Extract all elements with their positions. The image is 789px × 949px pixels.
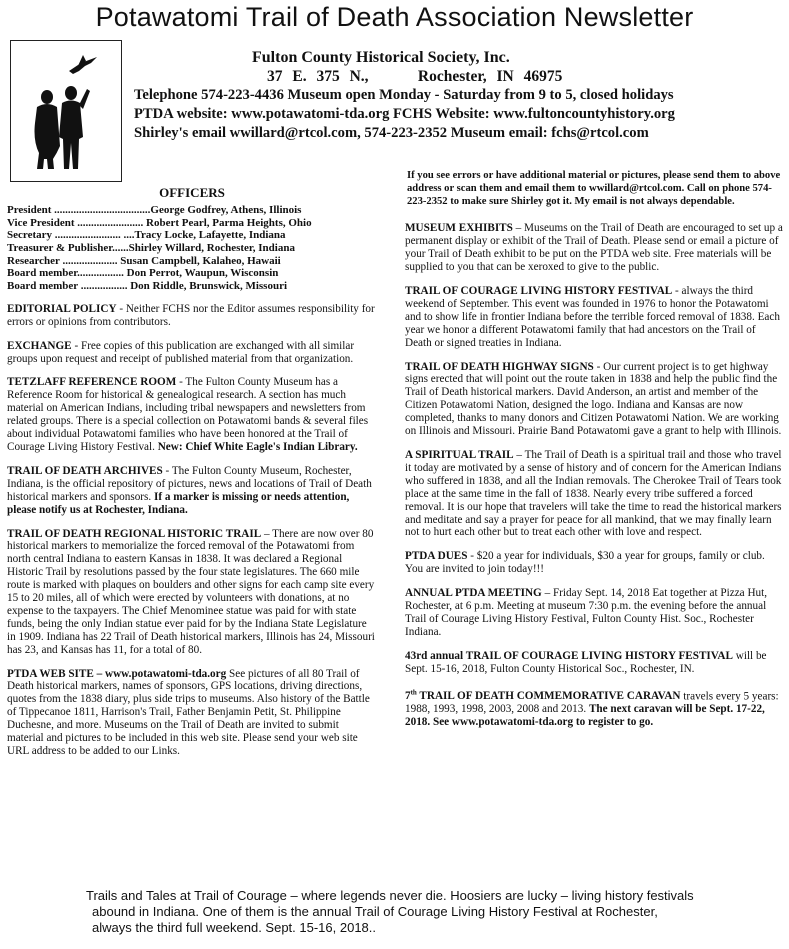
annual-text: – Friday Sept. 14, 2018 Eat together at Pizza Hut, Rochester, at 6 p.m. Meeting at museum 7:30 p.m. the evening before the annual Trail of Courage Living History Festival, Fulton County Hist. Soc., Rochester Indiana. bbox=[405, 587, 768, 638]
museum-heading: MUSEUM EXHIBITS bbox=[405, 222, 513, 235]
trail-of-death-archives bbox=[7, 465, 377, 517]
tetzlaff-new: New: Chief White Eagle's Indian Library. bbox=[157, 440, 358, 453]
officer-row: Treasurer & Publisher......Shirley Willard, Rochester, Indiana bbox=[7, 242, 295, 255]
officers-list bbox=[7, 204, 377, 293]
officer-row: Board member................. Don Perrot, Waupun, Wisconsin bbox=[7, 267, 279, 280]
officer-row: Board member ................. Don Riddle, Brunswick, Missouri bbox=[7, 280, 288, 293]
officer-row: Secretary ........................ ....Tracy Locke, Lafayette, Indiana bbox=[7, 229, 286, 242]
footer-line: abound in Indiana. One of them is the annual Trail of Courage Living History Festival at Rochester, bbox=[92, 904, 658, 919]
archives-bold: If a marker is missing or needs attention, please notify us at Rochester, Indiana. bbox=[7, 490, 350, 516]
caravan-title: TRAIL OF DEATH COMMEMORATIVE CARAVAN bbox=[416, 690, 681, 703]
caravan-ordinal: th bbox=[410, 688, 417, 697]
commemorative-caravan bbox=[405, 687, 783, 729]
address bbox=[267, 67, 784, 86]
fest43-text: will be Sept. 15-16, 2018, Fulton County Historical Soc., Rochester, IN. bbox=[405, 649, 767, 675]
ptda-web-site bbox=[7, 668, 377, 758]
website-text: See pictures of all 80 Trail of Death historical markers, names of sponsors, GPS locations, driving directions, quotes from the 1838 diary, plus side trips to museums. Also history of the Battle of Tippecanoe 1811, Harrison's Trail, Father Benjamin Petit, St. Philippine Duchesne, and more. Museums on the Trail of Death are invited to submit material and pictures to be included in this web site. Please send your web site URL address to be added to our Links. bbox=[7, 667, 370, 758]
caravan-text: travels every 5 years: 1988, 1993, 1998, 2003, 2008 and 2013. bbox=[405, 690, 779, 716]
footer-line: always the third full weekend. Sept. 15-16, 2018.. bbox=[92, 920, 377, 935]
caravan-heading bbox=[405, 690, 680, 702]
officer-row: President ...................................George Godfrey, Athens, Illinois bbox=[7, 203, 302, 216]
right-column bbox=[405, 170, 783, 740]
officer-row: Vice President ........................ Robert Pearl, Parma Heights, Ohio bbox=[7, 216, 312, 229]
society-header bbox=[134, 48, 784, 143]
caravan-bold: The next caravan will be Sept. 17-22, 2018. See www.potawatomi-tda.org to register to go. bbox=[405, 703, 765, 729]
tetzlaff-reference-room bbox=[7, 376, 377, 453]
footer-line: Trails and Tales at Trail of Courage – where legends never die. Hoosiers are lucky – living history festivals bbox=[86, 888, 694, 903]
fest43-heading: 43rd annual TRAIL OF COURAGE LIVING HISTORY FESTIVAL bbox=[405, 649, 733, 662]
footer-note bbox=[86, 888, 776, 936]
archives-heading: TRAIL OF DEATH ARCHIVES bbox=[7, 464, 163, 477]
courage-heading: TRAIL OF COURAGE LIVING HISTORY FESTIVAL bbox=[405, 285, 673, 298]
logo-silhouette-image bbox=[10, 40, 122, 182]
exchange bbox=[7, 340, 377, 366]
website-heading: PTDA WEB SITE – www.potawatomi-tda.org bbox=[7, 667, 227, 680]
tetzlaff-text: - The Fulton County Museum has a Reference Room for historical & genealogical research. A section has much material on American Indians, including tribal newspapers and newsletters from related groups. There is a special collection on Potawatomi bands & several files about individual Potawatomi families who have been honored at the Trail of Courage Living History Festival. bbox=[7, 376, 369, 453]
museum-exhibits bbox=[405, 222, 783, 274]
dues-text: - $20 a year for individuals, $30 a year for groups, family or club. You are invited to join today!!! bbox=[405, 550, 765, 576]
org-name: Fulton County Historical Society, Inc. bbox=[252, 49, 510, 66]
left-column bbox=[7, 187, 377, 769]
dues-heading: PTDA DUES bbox=[405, 550, 468, 563]
editorial-heading: EDITORIAL POLICY bbox=[7, 302, 117, 315]
trail-of-courage-festival bbox=[405, 285, 783, 350]
regional-text: – There are now over 80 historical markers to memorialize the forced removal of the Potawatomi from north central Indiana to eastern Kansas in 1838. It was declared a Regional Historic Trail by resolutions passed by the four state legislatures. The 660 mile route is marked with plaques on boulders and other signs for each camp site every 15 to 20 miles, all of which were erected by volunteers with donations, at no expense to the taxpayers. The Chief Menominee statue was paid for with state funds, being the only Indian statue ever paid for by the Indiana State Legislature in 1909. Indiana has 22 Trail of Death historical markers, Illinois has 24, Missouri has 23, and Kansas has 11, for a total of 80. bbox=[7, 527, 375, 656]
spiritual-text: – The Trail of Death is a spiritual trail and those who travel it today are motivated by a sense of history and of concern for the American Indians who suffered in 1838, and all the Indian removals. The Cherokee Trail of Tears took place at the same time in the fall of 1838. Nearly every tribe suffered a forced removal. It is our hope that travelers will take the time to read the historical markers and meditate and say a prayer for peace for all mankind, that we may finally learn not to hurt each other but to treat each other with love and respect. bbox=[405, 448, 782, 539]
signs-heading: TRAIL OF DEATH HIGHWAY SIGNS bbox=[405, 360, 594, 373]
silhouette-icon bbox=[11, 41, 120, 180]
regional-heading: TRAIL OF DEATH REGIONAL HISTORIC TRAIL bbox=[7, 527, 262, 540]
ptda-dues bbox=[405, 550, 783, 576]
newsletter-title: Potawatomi Trail of Death Association Newsletter bbox=[95, 2, 694, 32]
officer-row: Researcher .................... Susan Campbell, Kalaheo, Hawaii bbox=[7, 254, 281, 267]
address-city: Rochester, IN 46975 bbox=[417, 68, 563, 85]
signs-text: - Our current project is to get highway signs erected that will point out the route taken in 1838 and help the public find the Trail of Death historical markers. David Anderson, an artist and member of the Citizen Potawatomi Nation, designed the logo. Indiana and Kansas are now completed, thanks to many donors and Citizen Potawatomi Nation. We are working on Illinois and Missouri. Prairie Band Potawatomi gave a grant to help with Illinois. bbox=[405, 360, 782, 438]
tetzlaff-heading: TETZLAFF REFERENCE ROOM bbox=[7, 376, 177, 389]
errors-notice: If you see errors or have additional material or pictures, please send them to above address or scan them and email them to wwillard@rtcol.com. Call on phone 574-223-2352 to make sure Shirley got it. My email is not always dependable. bbox=[407, 170, 781, 207]
telephone-hours: Telephone 574-223-4436 Museum open Monday - Saturday from 9 to 5, closed holidays bbox=[134, 87, 674, 103]
annual-meeting bbox=[405, 587, 783, 639]
officers-heading: OFFICERS bbox=[159, 185, 225, 200]
exchange-text: - Free copies of this publication are exchanged with all similar groups upon request and receipt of published material from that organization. bbox=[7, 339, 355, 365]
address-street: 37 E. 375 N., bbox=[267, 68, 369, 85]
email-line: Shirley's email wwillard@rtcol.com, 574-223-2352 Museum email: fchs@rtcol.com bbox=[134, 125, 649, 141]
courage-text: - always the third weekend of September. This event was founded in 1976 to honor the Potawatomi and to show life in frontier Indiana before the terrible forced removal of 1838. Each year we honor a different Potawatomi family that had ancestors on the Trail of Death or signed treaties in Indiana. bbox=[405, 285, 780, 349]
exchange-heading: EXCHANGE bbox=[7, 339, 72, 352]
highway-signs bbox=[405, 361, 783, 438]
regional-historic-trail bbox=[7, 528, 377, 657]
museum-text: – Museums on the Trail of Death are encouraged to set up a permanent display or exhibit of the Trail of Death. Please send or email a picture of your Trail of Death exhibit to be put on the PTDA web site. Free materials will be supplied to you that can be xeroxed to give to the public. bbox=[405, 222, 783, 274]
spiritual-trail bbox=[405, 449, 783, 539]
editorial-text: - Neither FCHS nor the Editor assumes responsibility for errors or opinions from contributors. bbox=[7, 302, 375, 328]
caravan-number: 7 bbox=[405, 690, 411, 703]
festival-43rd bbox=[405, 650, 783, 676]
websites-line: PTDA website: www.potawatomi-tda.org FCHS Website: www.fultoncountyhistory.org bbox=[134, 106, 675, 122]
archives-text: - The Fulton County Museum, Rochester, Indiana, is the official repository of pictures, news and locations of Trail of Death historical markers and sponsors. bbox=[7, 464, 372, 503]
annual-heading: ANNUAL PTDA MEETING bbox=[405, 587, 542, 600]
editorial-policy bbox=[7, 303, 377, 329]
spiritual-heading: A SPIRITUAL TRAIL bbox=[405, 448, 514, 461]
